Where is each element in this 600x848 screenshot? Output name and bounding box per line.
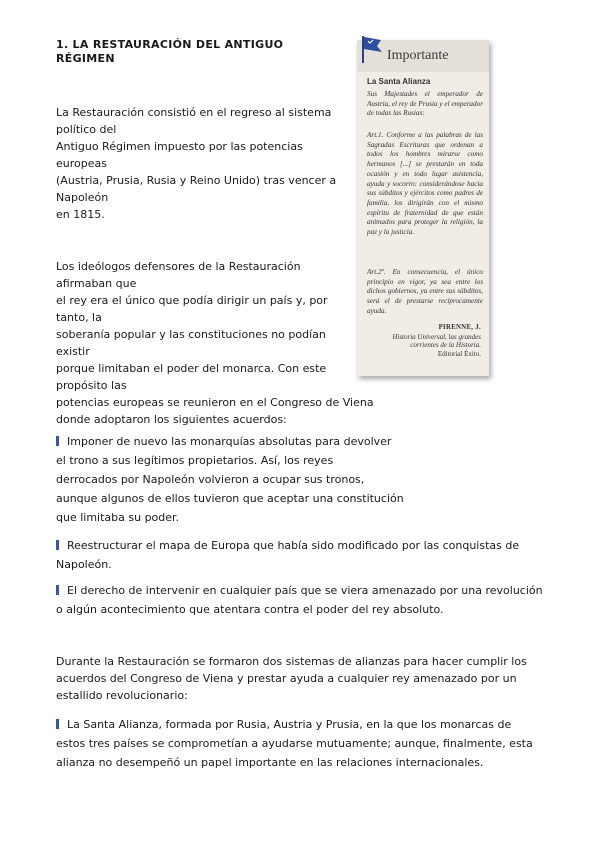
text-line: tanto, la [56,311,102,324]
importante-sidebar-box [357,40,489,376]
citation-publisher: Editorial Éxito. [437,349,481,358]
sidebar-quote-intro: Sus Majestades el emperador de Austria, el rey de Prusia y el emperador de todas las Rusias: [367,90,483,118]
sidebar-subtitle: La Santa Alianza [367,77,431,86]
text-line: afirmaban que [56,277,137,290]
bullet-text: Imponer de nuevo las monarquías absolutas para devolver [67,435,392,448]
title-line-1: 1. LA RESTAURACIÓN DEL ANTIGUO [56,38,284,51]
text-line: político del [56,123,117,136]
bullet-marker-icon [56,436,59,446]
bullet-item-holy-alliance [56,715,533,772]
bullet-text: Reestructurar el mapa de Europa que había sido modificado por las conquistas de [67,539,520,552]
citation-source-2: corrientes de la Historia. [410,341,481,349]
citation-author: PIRENNE, J. [438,324,481,331]
text-line: La Restauración consistió en el regreso al sistema [56,106,332,119]
text-line: el trono a sus legítimos propietarios. Así, los reyes [56,454,334,467]
text-line: existir [56,345,90,358]
text-line: Napoleón. [56,558,112,571]
text-line [56,536,519,555]
sidebar-title: Importante [387,48,449,63]
bullet-text: La Santa Alianza, formada por Rusia, Austria y Prusia, en la que los monarcas de [67,718,512,731]
text-line: potencias europeas se reunieron en el Congreso de Viena [56,396,374,409]
text-line: (Austria, Prusia, Rusia y Reino Unido) tras vencer a [56,174,337,187]
bullet-marker-icon [56,585,59,595]
text-line: o algún acontecimiento que atentara contra el poder del rey absoluto. [56,603,444,616]
bullet-item-absolute-monarchies [56,432,404,527]
text-line: estallido revolucionario: [56,689,188,702]
bullet-text: El derecho de intervenir en cualquier país que se viera amenazado por una revolución [67,584,543,597]
text-line: alianza no desempeñó un papel importante en las relaciones internacionales. [56,756,484,769]
page-title [56,38,326,66]
text-line: el rey era el único que podía dirigir un país y, por [56,294,328,307]
text-line: Durante la Restauración se formaron dos sistemas de alianzas para hacer cumplir los [56,655,527,668]
bullet-item-intervention [56,581,543,619]
text-line: europeas [56,157,107,170]
bullet-item-europe-map [56,536,519,574]
text-line [56,715,533,734]
text-line: Antiguo Régimen impuesto por las potencias [56,140,303,153]
sidebar-quote-art1: Art.1. Conforme a las palabras de las Sagradas Escrituras que ordenan a todos los hombres mirarse como hermanos [...] se prestarán en toda ocasión y en todo lugar asistencia, ayuda y socorro: considerándose hacia sus súbditos y ejércitos como padres de familia, los dirigirán con el mismo espíritu de fraternidad de que están animados para proteger la religión, la paz y la justicia. [367,131,483,237]
text-line [56,581,543,600]
bullet-marker-icon [56,719,59,729]
text-line: en 1815. [56,208,105,221]
citation-source-1: Historia Universal, las grandes [392,332,481,341]
text-line: aunque algunos de ellos tuvieron que aceptar una constitución [56,492,404,505]
title-line-2: RÉGIMEN [56,52,115,65]
text-line: soberanía popular y las constituciones no podían [56,328,326,341]
intro-paragraph [56,104,336,223]
sidebar-citation [392,324,481,358]
text-line [56,432,404,451]
text-line: propósito las [56,379,127,392]
text-line: Napoleón [56,191,109,204]
text-line: que limitaba su poder. [56,511,180,524]
flag-icon [359,34,385,64]
text-line: estos tres países se comprometían a ayudarse mutuamente; aunque, finalmente, esta [56,737,533,750]
bullet-marker-icon [56,540,59,550]
sidebar-quote-art2: Art.2º. En consecuencia, el único principio en vigor, ya sea entre los dichos gobiernos, ya entre sus súbditos, será el de prestarse recíprocamente ayuda. [367,268,483,315]
text-line: donde adoptaron los siguientes acuerdos: [56,413,287,426]
text-line: acuerdos del Congreso de Viena y prestar ayuda a cualquier rey amenazado por un [56,672,517,685]
ideologues-paragraph [56,258,374,428]
text-line: Los ideólogos defensores de la Restauración [56,260,301,273]
text-line: derrocados por Napoleón volvieron a ocupar sus tronos, [56,473,365,486]
alliances-paragraph [56,653,527,704]
text-line: porque limitaban el poder del monarca. Con este [56,362,327,375]
